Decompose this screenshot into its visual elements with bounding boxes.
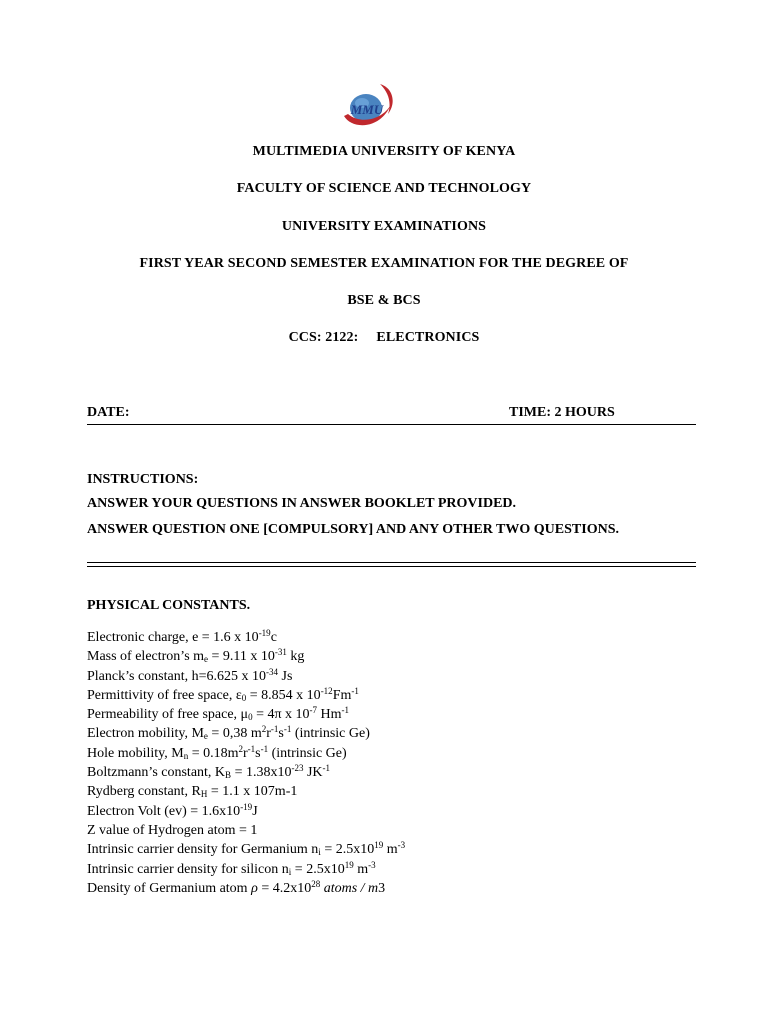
exam-type: UNIVERSITY EXAMINATIONS <box>281 219 487 234</box>
physical-constants-heading: PHYSICAL CONSTANTS. <box>87 598 251 613</box>
logo-text: MMU <box>350 102 384 117</box>
date-label: DATE: <box>87 405 130 420</box>
constant-item: Hole mobility, $M_n = 0.18m^2r^{-1}s^{-1}$ (intrinsic Ge) <box>87 743 347 761</box>
constant-item: Electron Volt $(ev) = 1.6x10^{-19}J$ <box>87 801 258 819</box>
constant-item: Permittivity of free space, $\varepsilon_0 = 8.854$ x $10^{-12}Fm^{-1}$ <box>87 685 359 703</box>
constant-item: Electron mobility, $M_e = 0,38$ $m^2r^{-1}s^{-1}$ (intrinsic Ge) <box>87 724 370 742</box>
course-code-title: CCS: 2122: ELECTRONICS <box>288 330 480 345</box>
constant-item: Mass of electron’s $m_e = 9.11$ x $10^{-31}$ kg <box>87 647 305 665</box>
constant-item: Z value of Hydrogen atom = 1 <box>87 822 258 838</box>
faculty-name: FACULTY OF SCIENCE AND TECHNOLOGY <box>236 181 532 196</box>
instruction-line-1: ANSWER YOUR QUESTIONS IN ANSWER BOOKLET PROVIDED. <box>87 496 517 511</box>
mmu-logo-icon <box>336 78 398 134</box>
constant-item: Density of Germanium atom $\rho = 4.2x10^{28}$ atoms / m3 <box>87 878 386 896</box>
date-time-row <box>87 404 696 425</box>
degree-programs: BSE & BCS <box>347 293 421 308</box>
constant-item: Intrinsic carrier density for Germanium $n_i = 2.5x10^{19}$ $m^{-3}$ <box>87 840 406 858</box>
constant-item: Permeability of free space, $\mu_0 = 4\pi$ x $10^{-7}$ $Hm^{-1}$ <box>87 705 350 723</box>
instructions-heading: INSTRUCTIONS: <box>87 472 199 487</box>
constant-item: Electronic charge, e = 1.6 x $10^{-19}c$ <box>87 628 277 645</box>
instruction-line-2: ANSWER QUESTION ONE [COMPULSORY] AND ANY OTHER TWO QUESTIONS. <box>87 522 619 537</box>
constant-item: Boltzmann’s constant, $K_B = 1.38x10^{-23}$ $JK^{-1}$ <box>87 763 331 781</box>
physical-constants-list <box>87 628 405 898</box>
constant-item: Intrinsic carrier density for silicon $n_i = 2.5x10^{19}$ $m^{-3}$ <box>87 859 376 877</box>
time-label: TIME: 2 HOURS <box>509 405 615 420</box>
double-divider <box>87 562 696 567</box>
university-name: MULTIMEDIA UNIVERSITY OF KENYA <box>252 144 516 159</box>
constant-item: Rydberg constant, $R_H = 1.1$ x 107m-1 <box>87 784 298 800</box>
constant-item: Planck’s constant, h=6.625 x $10^{-34}$ Js <box>87 666 293 684</box>
exam-title: FIRST YEAR SECOND SEMESTER EXAMINATION FOR THE DEGREE OF <box>139 256 629 271</box>
